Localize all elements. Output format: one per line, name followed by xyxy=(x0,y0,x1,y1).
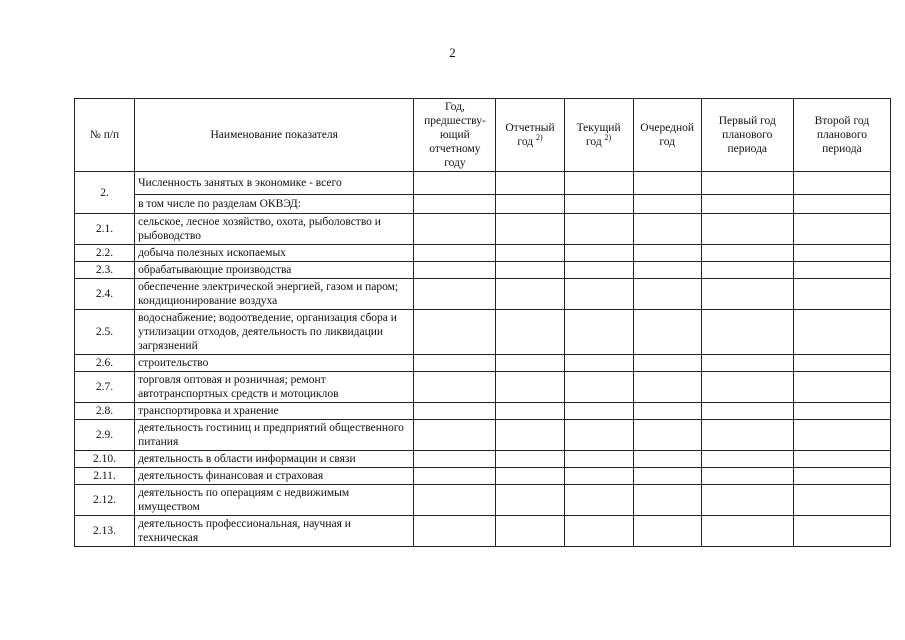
value-cell xyxy=(496,355,564,372)
header-current-year-note: 2) xyxy=(604,133,612,143)
value-cell xyxy=(496,468,564,485)
value-cell xyxy=(633,279,701,310)
value-cell xyxy=(496,310,564,355)
value-cell xyxy=(701,355,793,372)
table-row xyxy=(75,468,891,485)
row-name: строительство xyxy=(135,355,414,372)
value-cell xyxy=(414,195,496,214)
value-cell xyxy=(793,516,890,547)
value-cell xyxy=(564,420,633,451)
value-cell xyxy=(496,245,564,262)
value-cell xyxy=(793,451,890,468)
row-name: деятельность в области информации и связи xyxy=(135,451,414,468)
table-row xyxy=(75,372,891,403)
value-cell xyxy=(633,451,701,468)
table-row xyxy=(75,516,891,547)
value-cell xyxy=(701,279,793,310)
value-cell xyxy=(793,468,890,485)
value-cell xyxy=(701,172,793,195)
value-cell xyxy=(701,485,793,516)
table-row xyxy=(75,403,891,420)
value-cell xyxy=(701,262,793,279)
row-name: в том числе по разделам ОКВЭД: xyxy=(135,195,414,214)
value-cell xyxy=(564,485,633,516)
header-report-year-note: 2) xyxy=(535,133,543,143)
row-number: 2.12. xyxy=(75,485,135,516)
value-cell xyxy=(793,214,890,245)
table-row xyxy=(75,245,891,262)
row-name: водоснабжение; водоотведение, организация сбора и утилизации отходов, деятельность по ликвидации загрязнений xyxy=(135,310,414,355)
value-cell xyxy=(701,516,793,547)
value-cell xyxy=(496,172,564,195)
value-cell xyxy=(496,214,564,245)
header-name: Наименование показателя xyxy=(135,99,414,172)
row-name: транспортировка и хранение xyxy=(135,403,414,420)
value-cell xyxy=(633,355,701,372)
header-current-year xyxy=(564,99,633,172)
value-cell xyxy=(633,403,701,420)
value-cell xyxy=(701,245,793,262)
value-cell xyxy=(414,172,496,195)
value-cell xyxy=(701,403,793,420)
value-cell xyxy=(564,468,633,485)
row-name: Численность занятых в экономике - всего xyxy=(135,172,414,195)
header-plan-year-1: Первый год планового периода xyxy=(701,99,793,172)
value-cell xyxy=(414,214,496,245)
row-number: 2.7. xyxy=(75,372,135,403)
value-cell xyxy=(701,372,793,403)
value-cell xyxy=(496,279,564,310)
value-cell xyxy=(701,310,793,355)
row-number: 2.10. xyxy=(75,451,135,468)
value-cell xyxy=(414,403,496,420)
row-number: 2.8. xyxy=(75,403,135,420)
value-cell xyxy=(496,403,564,420)
row-name: деятельность по операциям с недвижимым имуществом xyxy=(135,485,414,516)
header-report-year xyxy=(496,99,564,172)
table-row xyxy=(75,214,891,245)
value-cell xyxy=(414,420,496,451)
row-number: 2.13. xyxy=(75,516,135,547)
value-cell xyxy=(564,172,633,195)
table-row xyxy=(75,262,891,279)
value-cell xyxy=(793,195,890,214)
value-cell xyxy=(793,310,890,355)
value-cell xyxy=(564,403,633,420)
value-cell xyxy=(701,468,793,485)
value-cell xyxy=(633,485,701,516)
row-number: 2.9. xyxy=(75,420,135,451)
value-cell xyxy=(414,372,496,403)
value-cell xyxy=(564,195,633,214)
table-row xyxy=(75,279,891,310)
value-cell xyxy=(793,403,890,420)
table-header-row xyxy=(75,99,891,172)
row-name: торговля оптовая и розничная; ремонт автотранспортных средств и мотоциклов xyxy=(135,372,414,403)
value-cell xyxy=(633,195,701,214)
value-cell xyxy=(793,355,890,372)
value-cell xyxy=(414,310,496,355)
row-number: 2.1. xyxy=(75,214,135,245)
row-number: 2.6. xyxy=(75,355,135,372)
value-cell xyxy=(496,516,564,547)
value-cell xyxy=(793,172,890,195)
value-cell xyxy=(496,451,564,468)
value-cell xyxy=(633,310,701,355)
row-number: 2. xyxy=(75,172,135,214)
value-cell xyxy=(564,372,633,403)
page-number: 2 xyxy=(449,45,456,60)
value-cell xyxy=(496,195,564,214)
value-cell xyxy=(564,355,633,372)
table-row xyxy=(75,420,891,451)
value-cell xyxy=(793,262,890,279)
value-cell xyxy=(633,468,701,485)
value-cell xyxy=(701,420,793,451)
value-cell xyxy=(564,262,633,279)
header-plan-year-2: Второй год планового периода xyxy=(793,99,890,172)
value-cell xyxy=(414,516,496,547)
value-cell xyxy=(701,195,793,214)
table-row xyxy=(75,172,891,195)
table-row xyxy=(75,355,891,372)
value-cell xyxy=(793,245,890,262)
row-name: деятельность профессиональная, научная и техническая xyxy=(135,516,414,547)
value-cell xyxy=(414,451,496,468)
value-cell xyxy=(414,245,496,262)
value-cell xyxy=(564,310,633,355)
value-cell xyxy=(633,172,701,195)
value-cell xyxy=(793,485,890,516)
value-cell xyxy=(793,420,890,451)
value-cell xyxy=(564,245,633,262)
row-name: деятельность гостиниц и предприятий общественного питания xyxy=(135,420,414,451)
value-cell xyxy=(701,451,793,468)
indicators-table xyxy=(74,98,891,547)
row-name: сельское, лесное хозяйство, охота, рыболовство и рыбоводство xyxy=(135,214,414,245)
value-cell xyxy=(633,516,701,547)
value-cell xyxy=(701,214,793,245)
value-cell xyxy=(496,372,564,403)
value-cell xyxy=(633,262,701,279)
value-cell xyxy=(496,485,564,516)
row-number: 2.3. xyxy=(75,262,135,279)
table-row xyxy=(75,485,891,516)
value-cell xyxy=(793,279,890,310)
value-cell xyxy=(414,468,496,485)
header-next-year: Очередной год xyxy=(633,99,701,172)
table-row xyxy=(75,451,891,468)
header-report-year-label: Отчетный год xyxy=(505,122,555,148)
value-cell xyxy=(414,485,496,516)
value-cell xyxy=(496,420,564,451)
value-cell xyxy=(633,420,701,451)
value-cell xyxy=(414,262,496,279)
value-cell xyxy=(633,214,701,245)
row-name: деятельность финансовая и страховая xyxy=(135,468,414,485)
row-name: обеспечение электрической энергией, газом и паром; кондиционирование воздуха xyxy=(135,279,414,310)
value-cell xyxy=(564,451,633,468)
header-num: № п/п xyxy=(75,99,135,172)
value-cell xyxy=(633,245,701,262)
value-cell xyxy=(793,372,890,403)
row-name: добыча полезных ископаемых xyxy=(135,245,414,262)
row-number: 2.5. xyxy=(75,310,135,355)
header-current-year-label: Текущий год xyxy=(576,122,621,148)
value-cell xyxy=(496,262,564,279)
value-cell xyxy=(564,279,633,310)
table-row xyxy=(75,195,891,214)
value-cell xyxy=(564,516,633,547)
value-cell xyxy=(564,214,633,245)
table-row xyxy=(75,310,891,355)
header-prev-year: Год, предшеству-ющий отчетному году xyxy=(414,99,496,172)
row-number: 2.11. xyxy=(75,468,135,485)
row-number: 2.2. xyxy=(75,245,135,262)
row-name: обрабатывающие производства xyxy=(135,262,414,279)
value-cell xyxy=(633,372,701,403)
value-cell xyxy=(414,355,496,372)
row-number: 2.4. xyxy=(75,279,135,310)
value-cell xyxy=(414,279,496,310)
